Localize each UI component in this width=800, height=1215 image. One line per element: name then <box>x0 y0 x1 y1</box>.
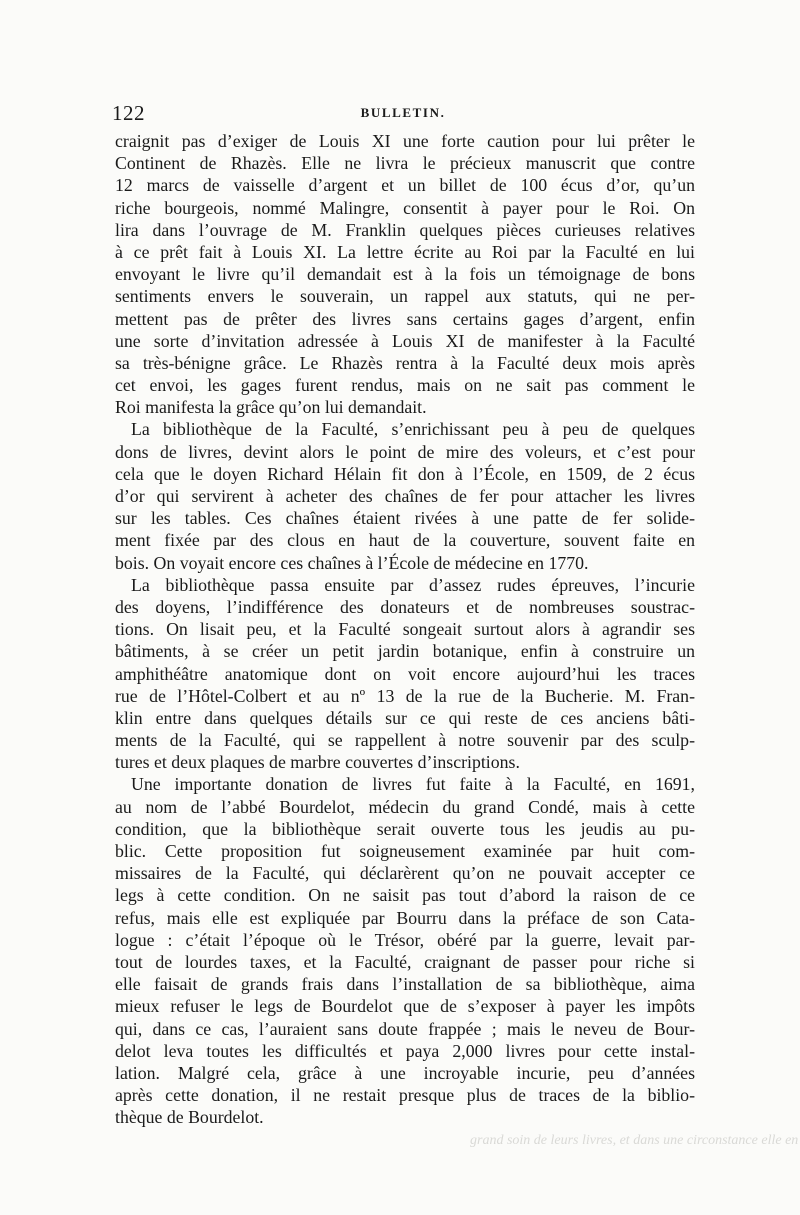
text-line: cet envoi, les gages furent rendus, mais on ne sait pas comment le <box>115 375 695 396</box>
text-line: ment fixée par des clous en haut de la couverture, souvent faite en <box>115 530 695 551</box>
text-line: des doyens, l’indifférence des donateurs et de nombreuses soustrac- <box>115 596 695 617</box>
text-line: legs à cette condition. On ne saisit pas tout d’abord la raison de ce <box>115 885 695 906</box>
text-line: riche bourgeois, nommé Malingre, consentit à payer pour le Roi. On <box>115 197 695 218</box>
bleed-through-text: grand soin de leurs livres, et dans une circonstance elle en <box>470 1133 799 1148</box>
text-line: delot leva toutes les difficultés et paya 2,000 livres pour cette instal- <box>115 1040 695 1061</box>
text-line: à ce prêt fait à Louis XI. La lettre écrite au Roi par la Faculté en lui <box>115 241 695 262</box>
text-line: Continent de Rhazès. Elle ne livra le précieux manuscrit que contre <box>115 153 695 174</box>
text-line: amphithéâtre anatomique dont on voit encore aujourd’hui les traces <box>115 663 695 684</box>
page-number: 122 <box>112 101 145 125</box>
text-line: La bibliothèque passa ensuite par d’assez rudes épreuves, l’incurie <box>131 574 695 595</box>
text-line: lira dans l’ouvrage de M. Franklin quelques pièces curieuses relatives <box>115 219 695 240</box>
text-line: rue de l’Hôtel-Colbert et au nº 13 de la rue de la Bucherie. M. Fran- <box>115 685 695 706</box>
text-line: sa très-bénigne grâce. Le Rhazès rentra à la Faculté deux mois après <box>115 352 695 373</box>
text-line: bois. On voyait encore ces chaînes à l’École de médecine en 1770. <box>115 552 589 573</box>
text-line: 12 marcs de vaisselle d’argent et un billet de 100 écus d’or, qu’un <box>115 175 695 196</box>
text-line: sur les tables. Ces chaînes étaient rivées à une patte de fer solide- <box>115 508 695 529</box>
text-line: blic. Cette proposition fut soigneusement examinée par huit com- <box>115 841 695 861</box>
text-line: Une importante donation de livres fut faite à la Faculté, en 1691, <box>131 774 695 795</box>
text-line: mieux refuser le legs de Bourdelot que de s’exposer à payer les impôts <box>115 996 695 1017</box>
text-line: sentiments envers le souverain, un rappel aux statuts, qui ne per- <box>115 286 695 307</box>
text-line: tures et deux plaques de marbre couvertes d’inscriptions. <box>115 752 520 773</box>
text-line: d’or qui servirent à acheter des chaînes de fer pour attacher les livres <box>115 486 695 506</box>
text-line: refus, mais elle est expliquée par Bourru dans la préface de son Cata- <box>115 907 695 928</box>
text-line: une sorte d’invitation adressée à Louis XI de manifester à la Faculté <box>115 330 695 351</box>
running-title: BULLETIN. <box>360 105 446 120</box>
text-line: elle faisait de grands frais dans l’installation de sa bibliothèque, aima <box>115 974 695 995</box>
text-line: La bibliothèque de la Faculté, s’enrichissant peu à peu de quelques <box>131 419 695 440</box>
text-line: tions. On lisait peu, et la Faculté songeait surtout alors à agrandir ses <box>115 619 695 640</box>
text-line: bâtiments, à se créer un petit jardin botanique, enfin à construire un <box>115 641 695 662</box>
text-line: au nom de l’abbé Bourdelot, médecin du grand Condé, mais à cette <box>115 796 695 817</box>
body-text <box>115 130 695 1128</box>
text-line: cela que le doyen Richard Hélain fit don à l’École, en 1509, de 2 écus <box>115 463 695 484</box>
text-line: tout de lourdes taxes, et la Faculté, craignant de passer pour riche si <box>115 951 695 972</box>
text-line: après cette donation, il ne restait presque plus de traces de la biblio- <box>115 1085 695 1106</box>
text-line: lation. Malgré cela, grâce à une incroyable incurie, peu d’années <box>115 1062 695 1083</box>
text-line: mettent pas de prêter des livres sans certains gages d’argent, enfin <box>115 308 695 329</box>
text-line: logue : c’était l’époque où le Trésor, obéré par la guerre, levait par- <box>115 929 695 950</box>
text-line: missaires de la Faculté, qui déclarèrent qu’on ne pouvait accepter ce <box>115 863 695 884</box>
text-line: klin entre dans quelques détails sur ce qui reste de ces anciens bâti- <box>115 707 695 728</box>
text-line: craignit pas d’exiger de Louis XI une forte caution pour lui prêter le <box>115 131 695 151</box>
text-line: Roi manifesta la grâce qu’on lui demandait. <box>115 397 427 418</box>
text-line: dons de livres, devint alors le point de mire des voleurs, et c’est pour <box>115 441 695 462</box>
running-head <box>112 101 694 127</box>
text-line: qui, dans ce cas, l’auraient sans doute frappée ; mais le neveu de Bour- <box>115 1018 695 1039</box>
text-line: condition, que la bibliothèque serait ouverte tous les jeudis au pu- <box>115 818 695 839</box>
text-line: thèque de Bourdelot. <box>115 1107 264 1128</box>
text-line: envoyant le livre qu’il demandait est à la fois un témoignage de bons <box>115 264 695 285</box>
text-line: ments de la Faculté, qui se rappellent à notre souvenir par des sculp- <box>115 730 695 751</box>
